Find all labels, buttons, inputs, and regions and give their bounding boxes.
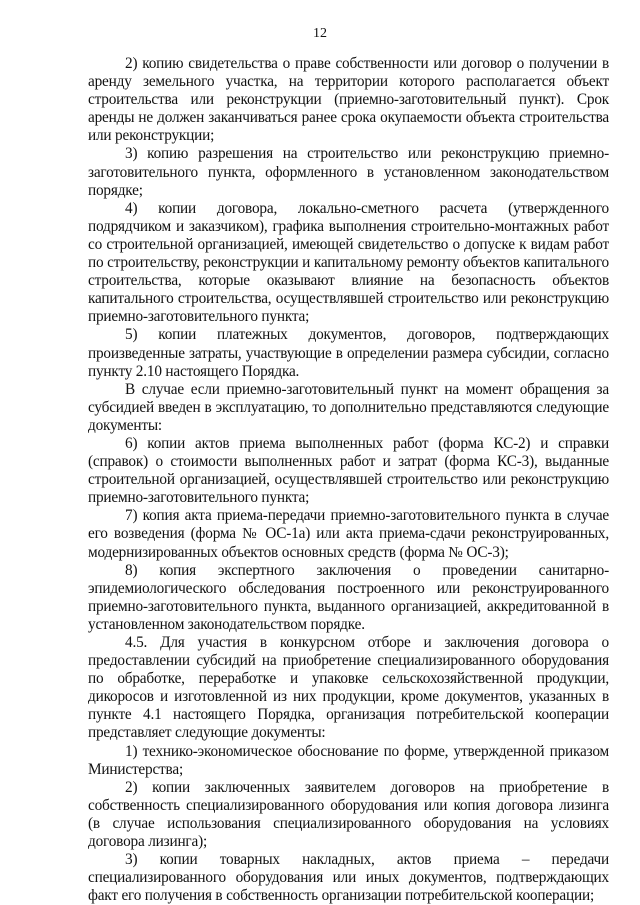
paragraph-item-4: 4) копии договора, локально-сметного расчета (утвержденного подрядчиком и заказчиком), графика выполнения строительно-монтажных работ со строительной организацией, имеющей свидетельство о допуске к видам работ по строительству, реконструкции и капитальному ремонту объектов капитального строительства, которые оказывают влияние на безопасность объектов капитального строительства, осуществлявшей строительство или реконструкцию приемно-заготовительного пункта; — [88, 199, 609, 326]
paragraph-item-7: 7) копия акта приема-передачи приемно-заготовительного пункта в случае его возведения (форма № ОС-1а) или акта приема-сдачи реконструированных, модернизированных объектов основных средств (форма № ОС-3); — [88, 507, 609, 561]
paragraph-item-6: 6) копии актов приема выполненных работ (форма КС-2) и справки (справок) о стоимости выполненных работ и затрат (форма КС-3), выданные строительной организацией, осуществлявшей строительство или реконструкцию приемно-заготовительного пункта; — [88, 434, 609, 507]
paragraph-item-5: 5) копии платежных документов, договоров, подтверждающих произведенные затраты, участвующие в определении размера субсидии, согласно пункту 2.10 настоящего Порядка. — [88, 326, 609, 380]
paragraph-section-4-5: 4.5. Для участия в конкурсном отборе и заключения договора о предоставлении субсидий на приобретение специализированного оборудования по обработке, переработке и упаковке сельскохозяйственной продукции, дикоросов и изготовленной из них продукции, кроме документов, указанных в пункте 4.1 настоящего Порядка, организация потребительской кооперации представляет следующие документы: — [88, 634, 609, 742]
paragraph-subitem-2: 2) копии заключенных заявителем договоров на приобретение в собственность специализированного оборудования или копия договора лизинга (в случае использования специализированного оборудования на условиях договора лизинга); — [88, 778, 609, 851]
page-number: 12 — [313, 26, 327, 41]
paragraph-item-8: 8) копия экспертного заключения о проведении санитарно-эпидемиологического обследования построенного или реконструированного приемно-заготовительного пункта, выданного организацией, аккредитованной в установленном законодательством порядке. — [88, 561, 609, 633]
paragraph-subitem-3: 3) копии товарных накладных, актов приема – передачи специализированного оборудования или иных документов, подтверждающих факт его получения в собственность организации потребительской кооперации; — [88, 851, 609, 905]
paragraph-subitem-1: 1) технико-экономическое обоснование по форме, утвержденной приказом Министерства; — [88, 742, 609, 778]
paragraph-commissioned-intro: В случае если приемно-заготовительный пункт на момент обращения за субсидией введен в эксплуатацию, то дополнительно представляются следующие документы: — [88, 380, 609, 434]
paragraph-item-3: 3) копию разрешения на строительство или реконструкцию приемно-заготовительного пункта, оформленного в установленном законодательством порядке; — [88, 145, 609, 199]
paragraph-item-2: 2) копию свидетельства о праве собственности или договор о получении в аренду земельного участка, на территории которого располагается объект строительства или реконструкции (приемно-заготовительный пункт). Срок аренды не должен заканчиваться ранее срока окупаемости объекта строительства или реконструкции; — [88, 55, 609, 145]
document-body — [88, 55, 609, 905]
